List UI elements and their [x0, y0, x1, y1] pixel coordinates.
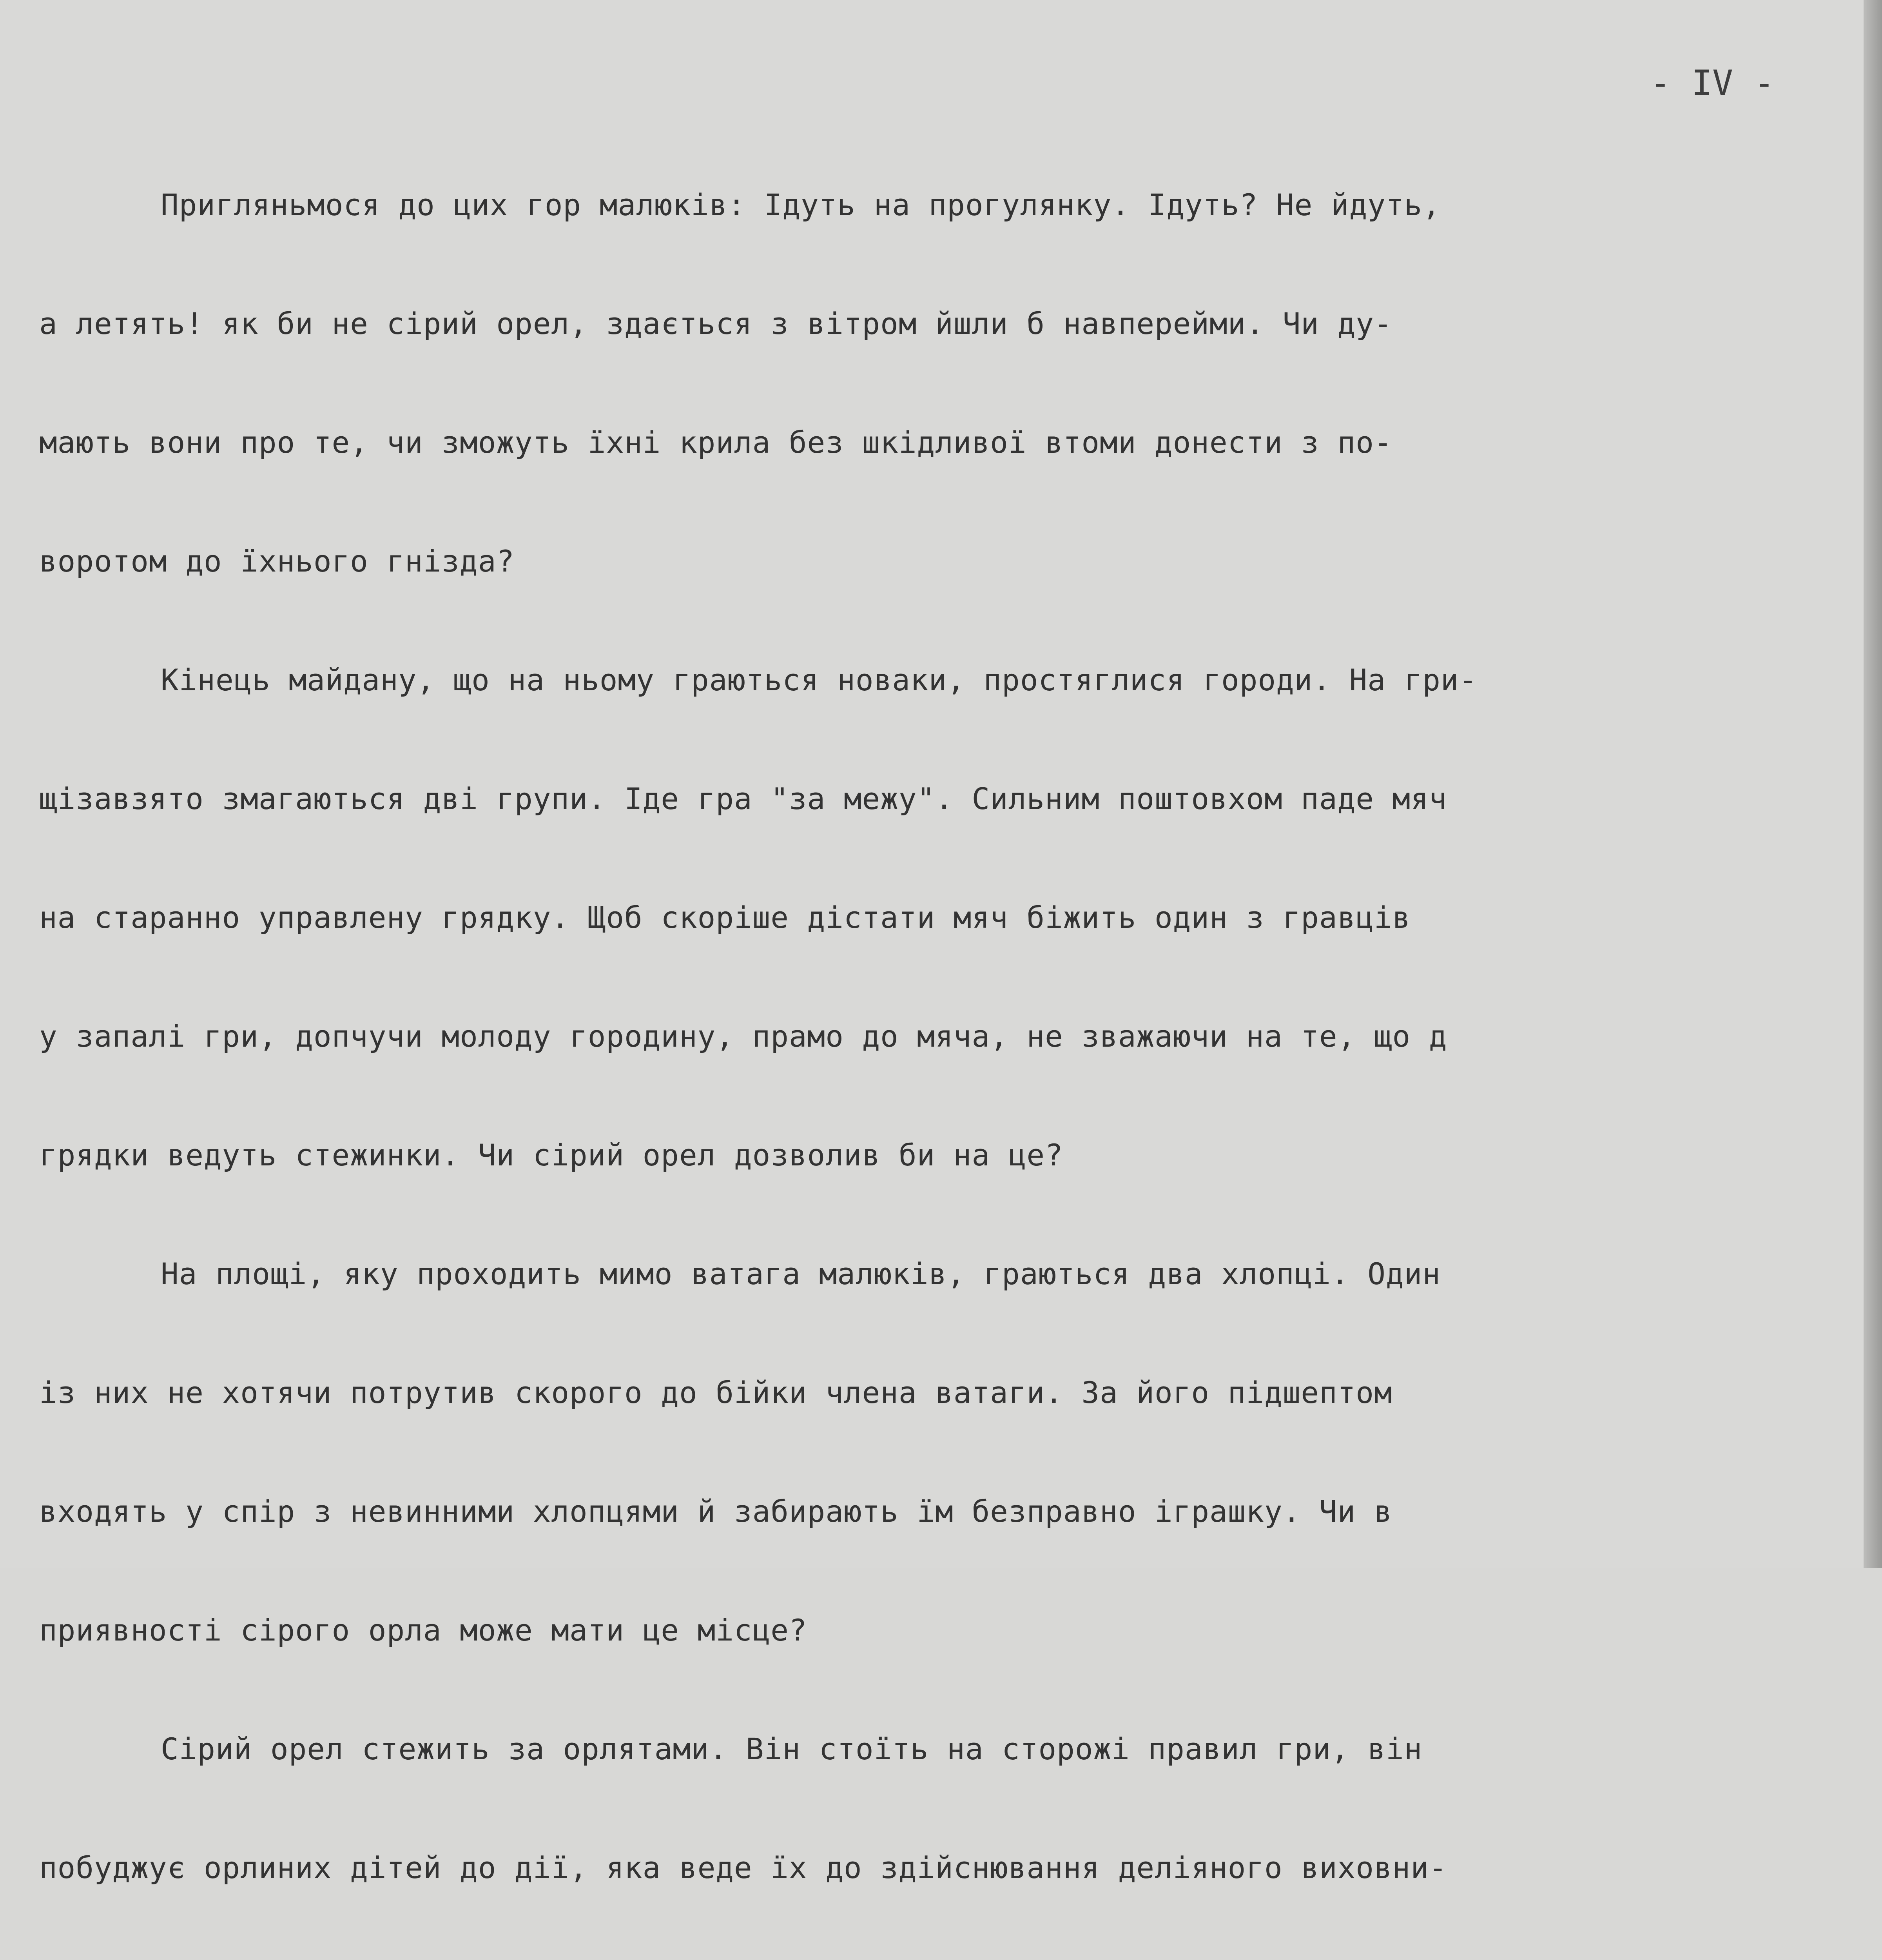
text-line: у запалі гри, допчучи молоду городину, прамо до мяча, не зважаючи на те, що д [39, 1019, 1447, 1054]
text-line: із них не хотячи потрутив скорого до бійки члена ватаги. За його підшептом [39, 1375, 1392, 1410]
text-line: побуджує орлиних дітей до дії, яка веде їх до здійснювання деліяного виховни- [39, 1850, 1447, 1885]
text-line: а летять! як би не сірий орел, здається з вітром йшли б навперейми. Чи ду- [39, 306, 1392, 341]
text-line: мають вони про те, чи зможуть їхні крила без шкідливої втоми донести з по- [39, 425, 1392, 460]
text-line: Кінець майдану, що на ньому граються новаки, простяглися городи. На гри- [161, 662, 1478, 697]
text-line: на старанно управлену грядку. Щоб скоріше дістати мяч біжить один з гравців [39, 900, 1411, 935]
text-line: На площі, яку проходить мимо ватага малюків, граються два хлопці. Один [161, 1256, 1441, 1291]
page-number: - IV - [1650, 63, 1775, 103]
text-line: воротом до їхнього гнізда? [39, 544, 515, 579]
text-line: щізавзято змагаються дві групи. Іде гра "за межу". Сильним поштовхом паде мяч [39, 781, 1447, 816]
text-line: входять у спір з невинними хлопцями й забирають їм безправно іграшку. Чи в [39, 1494, 1392, 1529]
text-line: приявності сірого орла може мати це місце? [39, 1613, 807, 1648]
text-line: Пригляньмося до цих гор малюків: Ідуть на прогулянку. Ідуть? Не йдуть, [161, 187, 1441, 222]
page-edge-shadow [1864, 0, 1882, 1568]
body-text [39, 106, 1477, 1960]
text-line: Сірий орел стежить за орлятами. Він стоїть на сторожі правил гри, він [161, 1731, 1423, 1766]
text-line: грядки ведуть стежинки. Чи сірий орел дозволив би на це? [39, 1138, 1063, 1172]
